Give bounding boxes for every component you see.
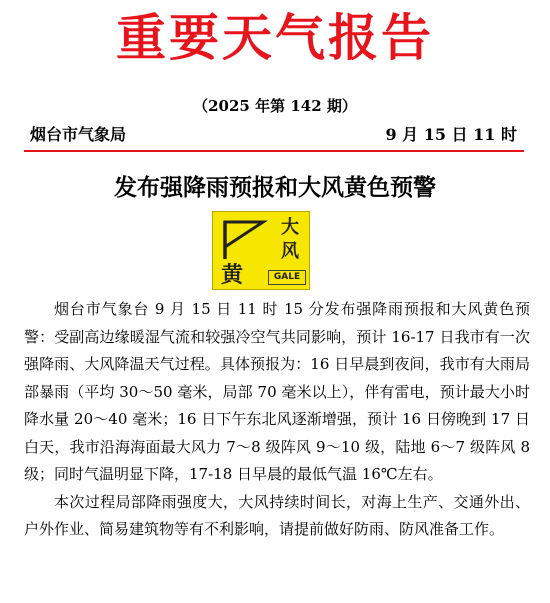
masthead-title: 重要天气报告 [116, 8, 434, 67]
paragraph: 烟台市气象台 9 月 15 日 11 时 15 分发布强降雨预报和大风黄色预警：受副高边缘暖湿气流和较强冷空气共同影响，预计 16-17 日我市有一次强降雨、大风降温天气过程。具体预报为：16 日早晨到夜间，我市有大雨局部暴雨（平均 30～50 毫米，局部 70 毫米以上），伴有雷电，预计最大小时降水量 20～40 毫米；16 日下午东北风逐渐增强，预计 16 日傍晚到 17 日白天，我市沿海海面最大风力 7～8 级阵风 9～10 级，陆地 6～7 级阵风 8 级；同时气温明显下降，17-18 日早晨的最低气温 16℃左右。 [24, 300, 530, 483]
warning-char-feng: 风 [281, 241, 299, 262]
red-divider [24, 150, 524, 152]
bulletin-body [24, 296, 530, 544]
issue-number: （2025 年第 142 期） [193, 97, 357, 115]
gale-label: GALE [268, 270, 306, 285]
wind-flag-icon [219, 217, 275, 261]
issuer-name: 烟台市气象局 [30, 125, 127, 144]
warning-level-char: 黄 [221, 263, 244, 288]
issue-time: 9 月 15 日 11 时 [385, 125, 517, 144]
warning-char-da: 大 [281, 217, 299, 238]
headline: 发布强降雨预报和大风黄色预警 [114, 174, 436, 201]
paragraph: 本次过程局部降雨强度大，大风持续时间长，对海上生产、交通外出、户外作业、简易建筑物等有不利影响，请提前做好防雨、防风准备工作。 [24, 492, 530, 538]
yellow-gale-warning-icon [212, 211, 310, 290]
